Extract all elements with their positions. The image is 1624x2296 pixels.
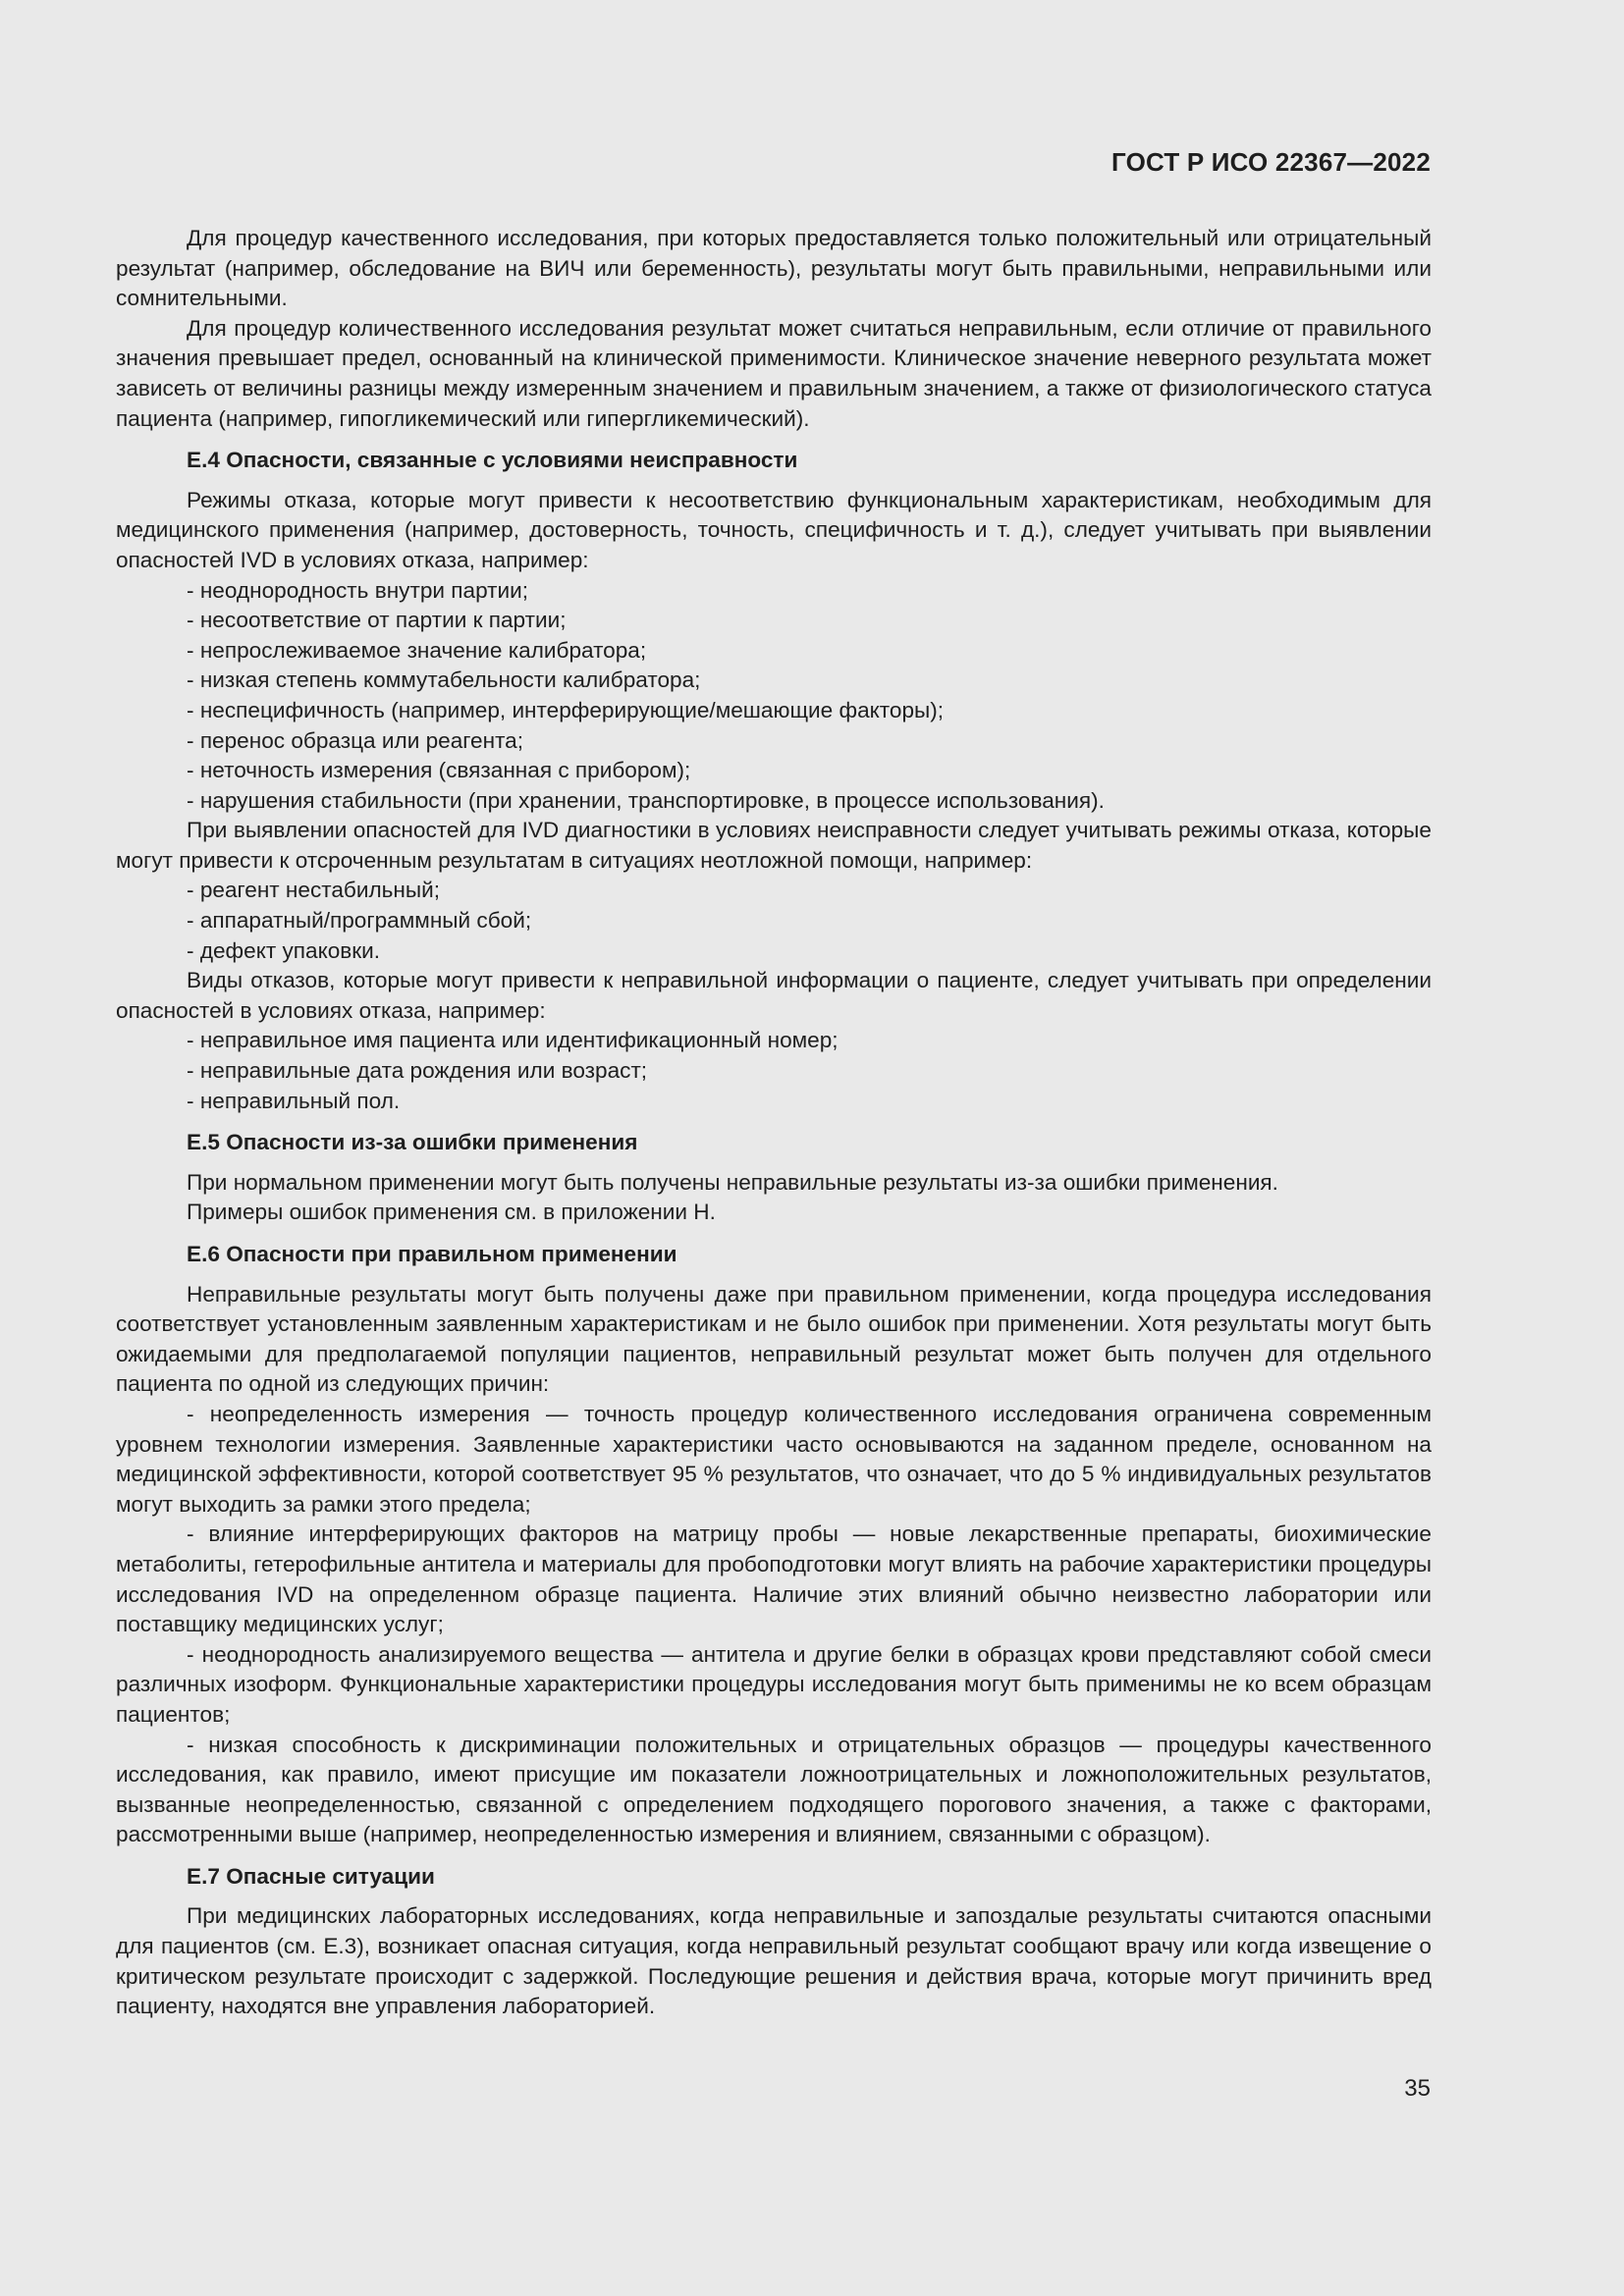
list-item: - неточность измерения (связанная с прибором); bbox=[187, 756, 1432, 786]
section-e6-paragraph-1: Неправильные результаты могут быть получены даже при правильном применении, когда процедура исследования соответствует установленным заявленным характеристикам и не было ошибок при применении. Хотя результаты могут быть ожидаемыми для предполагаемой популяции пациентов, неправильный результат может быть получен для отдельного пациента по одной из следующих причин: bbox=[116, 1281, 1432, 1397]
patient-info-errors-list bbox=[116, 1026, 1432, 1116]
list-item: - аппаратный/программный сбой; bbox=[187, 906, 1432, 936]
page-number: 35 bbox=[1404, 2075, 1431, 2102]
list-item: - неправильные дата рождения или возраст; bbox=[187, 1056, 1432, 1087]
list-item: - несоответствие от партии к партии; bbox=[187, 606, 1432, 636]
section-e7-paragraph-1: При медицинских лабораторных исследованиях, когда неправильные и запоздалые результаты считаются опасными для пациентов (см. Е.3), возникает опасная ситуация, когда неправильный результат сообщают врачу или когда извещение о критическом результате происходит с задержкой. Последующие решения и действия врача, которые могут причинить вред пациенту, находятся вне управления лабораторией. bbox=[116, 1903, 1432, 2019]
section-e7-heading: Е.7 Опасные ситуации bbox=[187, 1863, 435, 1889]
section-e6-bullet-3: - неоднородность анализируемого вещества — антитела и другие белки в образцах крови представляют собой смеси различных изоформ. Функциональные характеристики процедуры исследования могут быть применимы не ко всем образцам пациентов; bbox=[116, 1641, 1432, 1727]
section-e4-paragraph-1: Режимы отказа, которые могут привести к несоответствию функциональным характеристикам, необходимым для медицинского применения (например, достоверность, точность, специфичность и т. д.), следует учитывать при выявлении опасностей IVD в условиях отказа, например: bbox=[116, 487, 1432, 572]
section-e4-paragraph-2: При выявлении опасностей для IVD диагностики в условиях неисправности следует учитывать режимы отказа, которые могут привести к отсроченным результатам в ситуациях неотложной помощи, например: bbox=[116, 818, 1432, 873]
list-item: - низкая степень коммутабельности калибратора; bbox=[187, 666, 1432, 696]
page-body bbox=[116, 224, 1432, 2022]
list-item: - дефект упаковки. bbox=[187, 936, 1432, 967]
document-standard-number: ГОСТ Р ИСО 22367—2022 bbox=[1110, 147, 1431, 177]
list-item: - непрослеживаемое значение калибратора; bbox=[187, 636, 1432, 667]
section-e4-paragraph-3: Виды отказов, которые могут привести к неправильной информации о пациенте, следует учитывать при определении опасностей в условиях отказа, например: bbox=[116, 968, 1432, 1023]
list-item: - неправильное имя пациента или идентификационный номер; bbox=[187, 1026, 1432, 1056]
section-e5-paragraph-2: Примеры ошибок применения см. в приложении Н. bbox=[187, 1200, 716, 1225]
list-item: - реагент нестабильный; bbox=[187, 876, 1432, 906]
delayed-results-list bbox=[116, 876, 1432, 966]
section-e4-heading: Е.4 Опасности, связанные с условиями неисправности bbox=[187, 448, 798, 473]
list-item: - неоднородность внутри партии; bbox=[187, 576, 1432, 607]
list-item: - нарушения стабильности (при хранении, транспортировке, в процессе использования). bbox=[187, 786, 1432, 817]
section-e5-heading: Е.5 Опасности из-за ошибки применения bbox=[187, 1130, 638, 1155]
list-item: - неправильный пол. bbox=[187, 1087, 1432, 1117]
section-e6-heading: Е.6 Опасности при правильном применении bbox=[187, 1242, 677, 1266]
section-e5-paragraph-1: При нормальном применении могут быть получены неправильные результаты из-за ошибки применения. bbox=[187, 1169, 1278, 1195]
failure-modes-list bbox=[116, 576, 1432, 817]
section-e6-bullet-4: - низкая способность к дискриминации положительных и отрицательных образцов — процедуры качественного исследования, как правило, имеют присущие им показатели ложноотрицательных и ложноположительных результатов, вызванные неопределенностью, связанной с определением подходящего порогового значения, а также с факторами, рассмотренными выше (например, неопределенностью измерения и влиянием, связанными с образцом). bbox=[116, 1732, 1432, 1847]
list-item: - перенос образца или реагента; bbox=[187, 726, 1432, 757]
intro-paragraph-2: Для процедур количественного исследования результат может считаться неправильным, если отличие от правильного значения превышает предел, основанный на клинической применимости. Клиническое значение неверного результата может зависеть от величины разницы между измеренным значением и правильным значением, а также от физиологического статуса пациента (например, гипогликемический или гипергликемический). bbox=[116, 315, 1432, 431]
section-e6-bullet-1: - неопределенность измерения — точность процедур количественного исследования ограничена современным уровнем технологии измерения. Заявленные характеристики часто основываются на заданном пределе, основанном на медицинской эффективности, которой соответствует 95 % результатов, что означает, что до 5 % индивидуальных результатов могут выходить за рамки этого предела; bbox=[116, 1401, 1432, 1517]
section-e6-bullet-2: - влияние интерферирующих факторов на матрицу пробы — новые лекарственные препараты, биохимические метаболиты, гетерофильные антитела и материалы для пробоподготовки могут влиять на рабочие характеристики процедуры исследования IVD на определенном образце пациента. Наличие этих влияний обычно неизвестно лаборатории или поставщику медицинских услуг; bbox=[116, 1522, 1432, 1637]
intro-paragraph-1: Для процедур качественного исследования, при которых предоставляется только положительный или отрицательный результат (например, обследование на ВИЧ или беременность), результаты могут быть правильными, неправильными или сомнительными. bbox=[116, 226, 1432, 311]
list-item: - неспецифичность (например, интерферирующие/мешающие факторы); bbox=[187, 696, 1432, 726]
